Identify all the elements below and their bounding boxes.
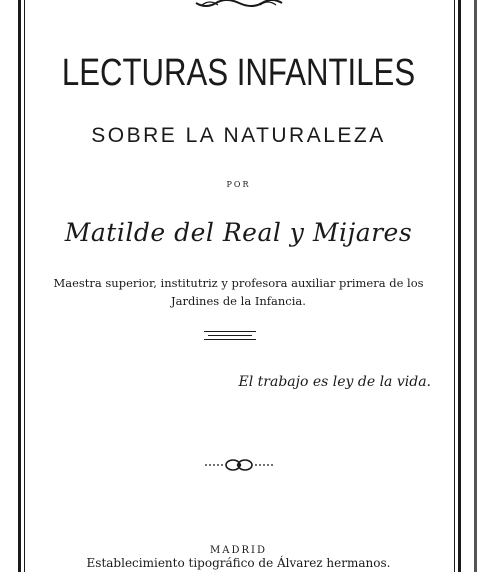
por-label: POR	[226, 180, 251, 189]
book-title: LECTURAS INFANTILES	[61, 52, 416, 94]
top-scroll-ornament	[0, 0, 477, 15]
publication-city: MADRID	[210, 545, 267, 556]
frame-left-thick	[18, 0, 21, 572]
frame-right-thick	[458, 0, 461, 572]
author-description-line2: Jardines de la Infancia.	[171, 294, 306, 308]
book-subtitle: SOBRE LA NATURALEZA	[91, 124, 386, 147]
author-name: Matilde del Real y Mijares	[64, 218, 413, 247]
motto	[0, 374, 477, 390]
author-description-line1: Maestra superior, institutriz y profesora auxiliar primera de los	[53, 276, 424, 290]
motto-text: El trabajo es ley de la vida.	[238, 374, 431, 390]
printer-name: Establecimiento tipográfico de Álvarez hermanos.	[86, 556, 391, 570]
fleuron-ornament	[0, 457, 477, 477]
frame-left-thin	[24, 0, 25, 572]
frame-right-thin	[454, 0, 455, 572]
